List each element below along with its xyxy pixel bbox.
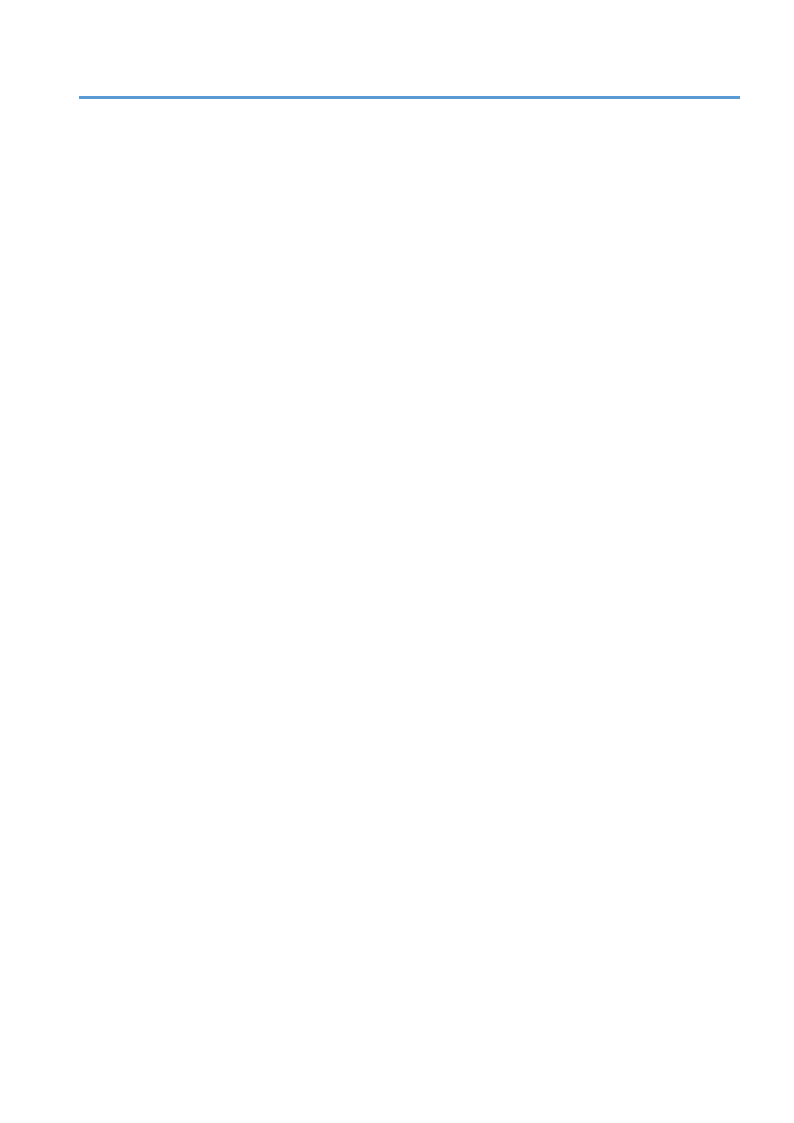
table-row <box>80 98 740 99</box>
key-sentences-label-cell <box>80 98 170 99</box>
key-points-table <box>79 96 740 99</box>
sentence-cell <box>170 98 740 99</box>
